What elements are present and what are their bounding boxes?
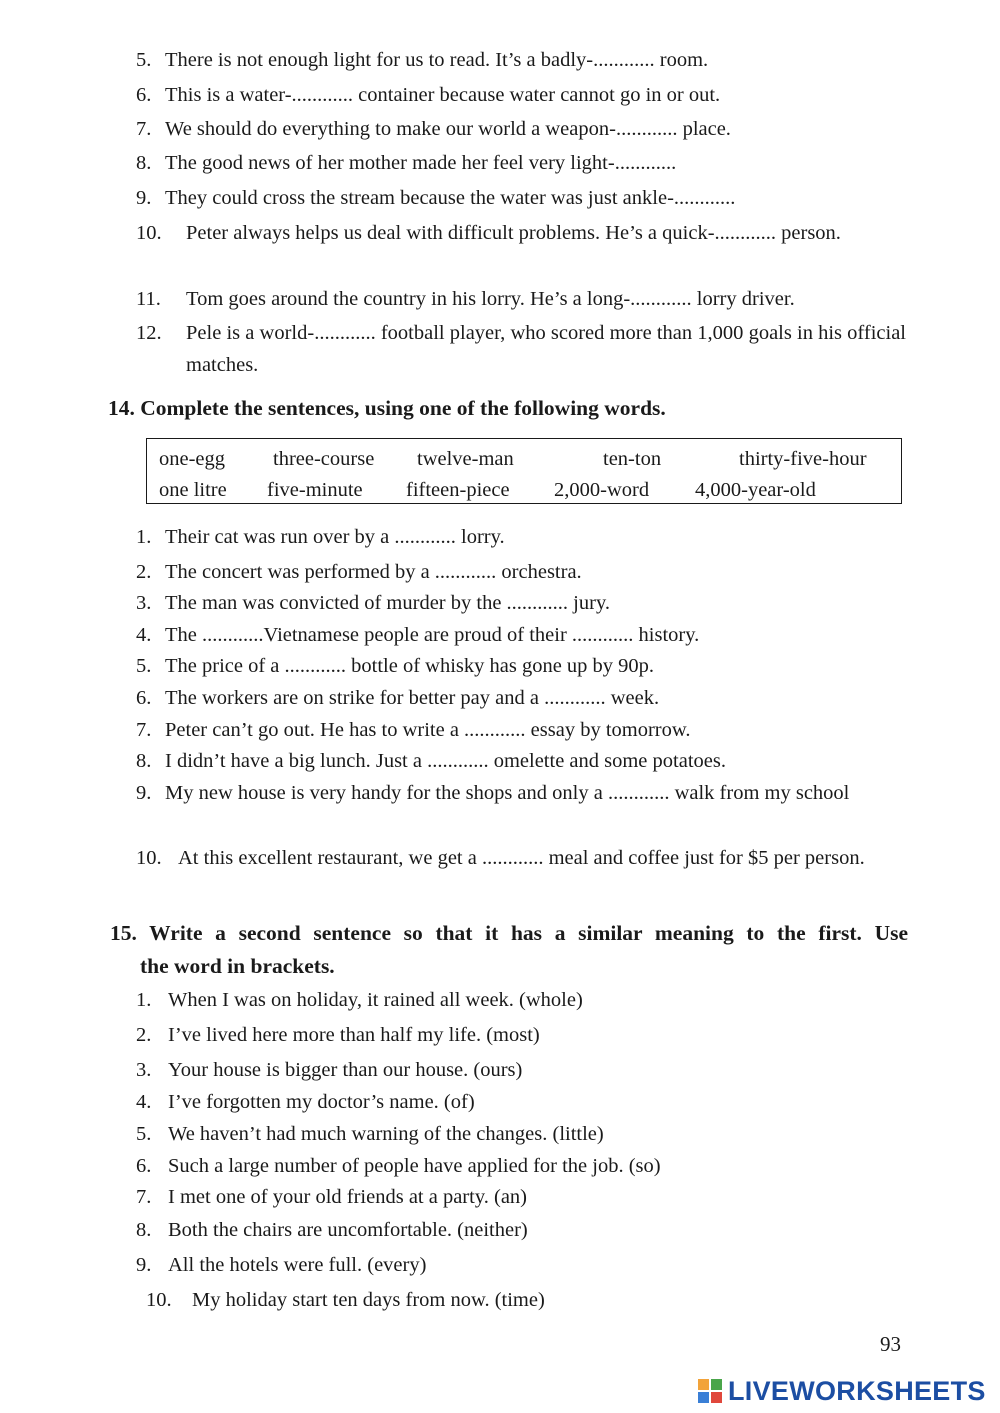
exercise-item: 6. The workers are on strike for better pay and a ............ week.: [136, 687, 660, 709]
section-14-heading: 14. Complete the sentences, using one of the following words.: [108, 396, 666, 420]
word-option: 4,000-year-old: [695, 479, 816, 501]
exercise-item: 5. There is not enough light for us to read. It’s a badly-............ room.: [136, 49, 709, 71]
page-number: 93: [880, 1332, 901, 1356]
exercise-item: 7. Peter can’t go out. He has to write a ............ essay by tomorrow.: [136, 719, 691, 741]
word-bank: [146, 438, 902, 504]
exercise-item: 8. Both the chairs are uncomfortable. (neither): [136, 1219, 528, 1241]
word-option: twelve-man: [417, 448, 514, 470]
exercise-item: 2. I’ve lived here more than half my life. (most): [136, 1024, 540, 1046]
exercise-item: 7. We should do everything to make our world a weapon-............ place.: [136, 118, 731, 140]
word-option: three-course: [273, 448, 375, 470]
exercise-item: 1. When I was on holiday, it rained all week. (whole): [136, 989, 583, 1011]
exercise-item: 9. My new house is very handy for the shops and only a ............ walk from my school: [136, 782, 850, 804]
exercise-item: 6. Such a large number of people have applied for the job. (so): [136, 1155, 661, 1177]
exercise-item: 4. I’ve forgotten my doctor’s name. (of): [136, 1091, 475, 1113]
exercise-item: 5. We haven’t had much warning of the changes. (little): [136, 1123, 604, 1145]
section-15-heading: 15. Write a second sentence so that it has a similar meaning to the first. Use: [110, 921, 908, 945]
exercise-item: 5. The price of a ............ bottle of whisky has gone up by 90p.: [136, 655, 655, 677]
exercise-item: 3. Your house is bigger than our house. (ours): [136, 1059, 523, 1081]
exercise-item: 8. I didn’t have a big lunch. Just a ............ omelette and some potatoes.: [136, 750, 726, 772]
liveworksheets-logo: [696, 1375, 986, 1407]
exercise-item: 9. All the hotels were full. (every): [136, 1254, 427, 1276]
brand-text: LIVEWORKSHEETS: [728, 1375, 986, 1406]
exercise-item: 10. At this excellent restaurant, we get a ............ meal and coffee just for $5 per person.: [136, 847, 865, 869]
word-option: five-minute: [267, 479, 363, 501]
word-option: one-egg: [159, 448, 226, 470]
liveworksheets-logo-icon: [696, 1377, 726, 1405]
exercise-item: 8. The good news of her mother made her feel very light-............: [136, 152, 677, 174]
word-option: fifteen-piece: [406, 479, 510, 501]
exercise-item: 7. I met one of your old friends at a party. (an): [136, 1186, 528, 1208]
word-option: one litre: [159, 479, 227, 501]
exercise-item: 11. Tom goes around the country in his lorry. He’s a long-............ lorry driver.: [136, 288, 795, 310]
exercise-item: 4. The ............Vietnamese people are proud of their ............ history.: [136, 624, 700, 646]
exercise-item: 6. This is a water-............ container because water cannot go in or out.: [136, 84, 721, 106]
exercise-item: 12. Pele is a world-............ football player, who scored more than 1,000 goals in his official matches.: [136, 322, 906, 376]
exercise-item: 9. They could cross the stream because the water was just ankle-............: [136, 187, 736, 209]
section-15-heading-cont: the word in brackets.: [140, 954, 335, 978]
word-option: thirty-five-hour: [739, 448, 867, 470]
word-option: ten-ton: [603, 448, 662, 470]
exercise-item: 1. Their cat was run over by a ............ lorry.: [136, 526, 505, 548]
exercise-item: 10. My holiday start ten days from now. (time): [146, 1289, 545, 1311]
exercise-item: 10. Peter always helps us deal with difficult problems. He’s a quick-............ person.: [136, 222, 841, 244]
exercise-item: 3. The man was convicted of murder by the ............ jury.: [136, 592, 610, 614]
exercise-item: 2. The concert was performed by a ............ orchestra.: [136, 561, 582, 583]
word-option: 2,000-word: [554, 479, 650, 501]
